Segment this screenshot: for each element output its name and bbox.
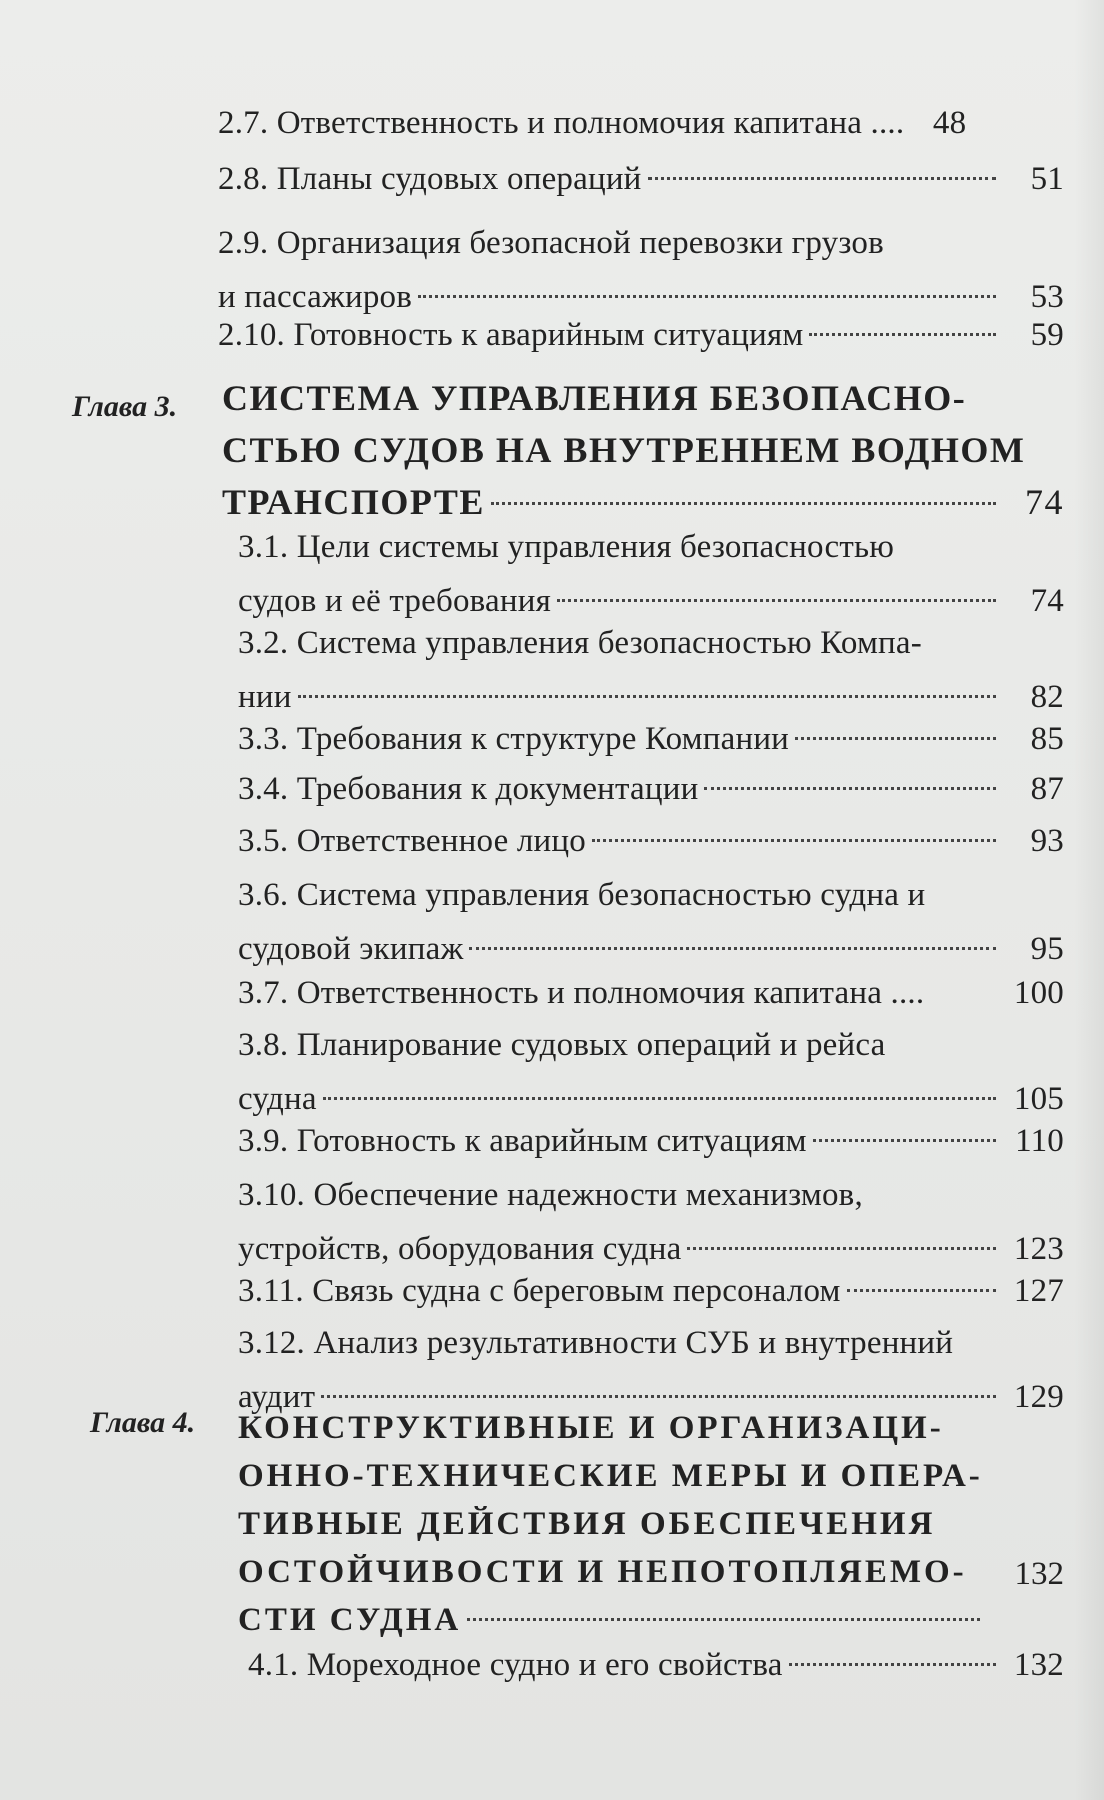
dot-leader xyxy=(491,502,996,505)
dot-leader xyxy=(469,947,996,950)
dot-leader xyxy=(418,295,996,298)
dot-leader xyxy=(687,1247,996,1250)
dot-leader xyxy=(809,333,996,336)
toc-entry-3-2: 3.2. Система управления безопасностью Компа- нии 82 xyxy=(238,616,1064,724)
page-number: 74 xyxy=(1025,482,1064,522)
page-number: 59 xyxy=(1030,317,1064,353)
page-edge-shadow xyxy=(1074,0,1104,1800)
toc-entry-3-3: 3.3. Требования к структуре Компании 85 xyxy=(238,712,1064,766)
chapter-4-label: Глава 4. xyxy=(90,1406,196,1439)
dot-leader xyxy=(704,787,996,790)
dot-leader xyxy=(813,1139,996,1142)
dot-leader xyxy=(321,1395,996,1398)
page-number: 123 xyxy=(1013,1231,1064,1267)
dot-leader xyxy=(592,839,996,842)
dot-leader xyxy=(298,695,996,698)
toc-entry-3-7: 3.7. Ответственность и полномочия капитана .... 100 xyxy=(238,966,1064,1020)
toc-entry-2-8: 2.8. Планы судовых операций 51 xyxy=(218,152,1064,206)
dot-leader xyxy=(323,1097,996,1100)
page-number: 132 xyxy=(1013,1647,1064,1683)
chapter-4-title: КОНСТРУКТИВНЫЕ И ОРГАНИЗАЦИ- ОННО-ТЕХНИЧЕСКИЕ МЕРЫ И ОПЕРА- ТИВНЫЕ ДЕЙСТВИЯ ОБЕСПЕЧЕНИЯ ОСТОЙЧИВОСТИ И НЕПОТОПЛЯЕМО- СТИ СУДНА xyxy=(238,1410,983,1638)
page-number: 129 xyxy=(1013,1379,1064,1415)
page-number: 95 xyxy=(1030,931,1064,967)
dot-leader xyxy=(847,1289,996,1292)
dot-leader xyxy=(789,1663,996,1666)
chapter-3-title: СИСТЕМА УПРАВЛЕНИЯ БЕЗОПАСНО- СТЬЮ СУДОВ НА ВНУТРЕННЕМ ВОДНОМ ТРАНСПОРТЕ 74 xyxy=(222,372,1064,528)
page-number: 93 xyxy=(1030,823,1064,859)
page-number: 48 xyxy=(932,105,967,141)
page-number: 53 xyxy=(1030,279,1064,315)
chapter-3-label: Глава 3. xyxy=(72,390,178,423)
dot-leader xyxy=(467,1618,980,1621)
page-number: 110 xyxy=(1015,1123,1064,1159)
dot-leader xyxy=(795,737,996,740)
page-number: 74 xyxy=(1030,583,1064,619)
page-number: 82 xyxy=(1030,679,1064,715)
page-number: 85 xyxy=(1030,721,1064,757)
toc-entry-3-5: 3.5. Ответственное лицо 93 xyxy=(238,814,1064,868)
toc-entry-4-1: 4.1. Мореходное судно и его свойства 132 xyxy=(248,1638,1064,1692)
page-number: 51 xyxy=(1030,161,1064,197)
toc-entry-2-7: 2.7. Ответственность и полномочия капитана .... 48 xyxy=(218,96,1064,150)
page-number: 105 xyxy=(1013,1081,1064,1117)
toc-entry-3-4: 3.4. Требования к документации 87 xyxy=(238,762,1064,816)
page-number: 100 xyxy=(1013,975,1064,1011)
dot-leader xyxy=(557,599,996,602)
toc-entry-3-8: 3.8. Планирование судовых операций и рейса судна 105 xyxy=(238,1018,1064,1126)
chapter-4-page-number: 132 xyxy=(1014,1556,1064,1592)
page-number: 127 xyxy=(1013,1273,1064,1309)
toc-entry-3-6: 3.6. Система управления безопасностью судна и судовой экипаж 95 xyxy=(238,868,1064,976)
page-number: 87 xyxy=(1030,771,1064,807)
toc-entry-3-11: 3.11. Связь судна с береговым персоналом 127 xyxy=(238,1264,1064,1318)
toc-entry-3-10: 3.10. Обеспечение надежности механизмов, устройств, оборудования судна 123 xyxy=(238,1168,1064,1276)
toc-entry-3-12: 3.12. Анализ результативности СУБ и внутренний аудит 129 xyxy=(238,1316,1064,1424)
toc-entry-3-9: 3.9. Готовность к аварийным ситуациям 110 xyxy=(238,1114,1064,1168)
toc-entry-3-1: 3.1. Цели системы управления безопасностью судов и её требования 74 xyxy=(238,520,1064,628)
toc-entry-2-9: 2.9. Организация безопасной перевозки грузов и пассажиров 53 xyxy=(218,216,1064,324)
toc-entry-2-10: 2.10. Готовность к аварийным ситуациям 59 xyxy=(218,308,1064,362)
dot-leader xyxy=(648,177,996,180)
